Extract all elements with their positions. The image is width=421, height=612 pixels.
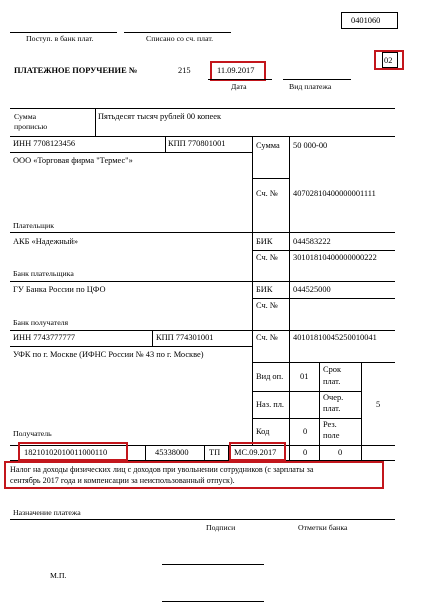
purpose-label: Назначение платежа — [13, 508, 81, 517]
payer-inn: ИНН 7708123456 — [13, 139, 76, 148]
attr-col-3 — [319, 362, 320, 445]
tax-col-4 — [289, 445, 290, 460]
amount-words-label-2: прописью — [14, 122, 48, 131]
amount-words-divider — [95, 108, 96, 136]
recipient-inn: ИНН 7743777777 — [13, 333, 76, 342]
stamp-label: М.П. — [50, 571, 67, 580]
document-date: 11.09.2017 — [217, 66, 255, 75]
amount-words-bottom — [10, 136, 395, 137]
recipient-bik-label: БИК — [256, 285, 273, 294]
recipient-bank-bottom — [10, 330, 395, 331]
payer-bank-label: Банк плательщика — [13, 269, 74, 278]
kbk-highlight — [18, 442, 128, 461]
purpose-highlight — [4, 461, 384, 489]
received-line — [10, 32, 117, 33]
purpose-code-label: Наз. пл. — [256, 400, 285, 409]
signatures-label: Подписи — [206, 523, 236, 532]
purpose-bottom — [10, 519, 395, 520]
payer-section-bottom — [10, 232, 395, 233]
tax-col-6 — [361, 445, 362, 460]
payer-inn-divider — [165, 136, 166, 152]
recipient-inn-bottom — [10, 346, 252, 347]
form-code: 0401060 — [351, 16, 381, 25]
recipient-label: Получатель — [13, 429, 52, 438]
amount-words-value: Пятьдесят тысяч рублей 00 копеек — [98, 112, 222, 121]
tax-kbk: 18210102010011000110 — [24, 448, 108, 457]
payer-kpp: КПП 770801001 — [168, 139, 226, 148]
tax-col-5 — [319, 445, 320, 460]
reserve-label-2: поле — [323, 431, 340, 440]
purpose-text-line-1: Налог на доходы физических лиц с доходов при увольнении сотрудников (с зарплаты за — [10, 465, 314, 474]
payment-type-label: Вид платежа — [289, 82, 332, 91]
debited-label: Списано со сч. плат. — [146, 34, 214, 43]
tax-doc-date: 0 — [338, 448, 343, 457]
recipient-bank-label: Банк получателя — [13, 318, 69, 327]
amount-value: 50 000-00 — [293, 141, 328, 150]
attr-row-1 — [252, 391, 361, 392]
recipient-corr-label: Сч. № — [256, 301, 278, 310]
payer-account-label: Сч. № — [256, 189, 278, 198]
op-type-label: Вид оп. — [256, 372, 284, 381]
term-label-1: Срок — [323, 365, 342, 374]
payer-bik: 044583222 — [293, 237, 331, 246]
bank-marks-label: Отметки банка — [298, 523, 348, 532]
payer-account: 40702810400000001111 — [293, 189, 376, 198]
recipient-bank-name: ГУ Банка России по ЦФО — [13, 285, 106, 294]
amount-row-bottom — [252, 178, 289, 179]
payer-name: ООО «Торговая фирма "Термес"» — [13, 156, 133, 165]
queue-value: 5 — [376, 400, 381, 409]
attr-row-2 — [252, 418, 361, 419]
date-line — [208, 79, 272, 80]
recipient-inn-divider — [152, 330, 153, 346]
date-label: Дата — [231, 82, 247, 91]
payer-bank-bottom — [10, 281, 395, 282]
queue-label-2: плат. — [323, 404, 341, 413]
document-number: 215 — [178, 66, 191, 75]
document-title: ПЛАТЕЖНОЕ ПОРУЧЕНИЕ № — [14, 66, 138, 75]
payer-bik-label: БИК — [256, 237, 273, 246]
recipient-account-bottom — [252, 362, 395, 363]
date-highlight — [210, 61, 266, 81]
status-code: 02 — [384, 56, 393, 65]
tax-oktmo: 45338000 — [155, 448, 189, 457]
recipient-kpp: КПП 774301001 — [156, 333, 214, 342]
tax-doc-number: 0 — [303, 448, 308, 457]
tax-period: МС.09.2017 — [234, 448, 277, 457]
attr-col-4 — [361, 362, 362, 445]
reserve-label-1: Рез. — [323, 420, 337, 429]
amount-label: Сумма — [256, 141, 280, 150]
amount-words-label-1: Сумма — [14, 112, 37, 121]
amount-words-top — [10, 108, 395, 109]
main-col-right — [289, 136, 290, 445]
op-type-value: 01 — [300, 372, 309, 381]
tax-col-2 — [204, 445, 205, 460]
payer-corr-account: 30101810400000000222 — [293, 253, 377, 262]
code-value: 0 — [303, 427, 308, 436]
recipient-account-label: Сч. № — [256, 333, 278, 342]
recipient-bik: 044525000 — [293, 285, 331, 294]
tax-basis: ТП — [209, 448, 221, 457]
code-label: Код — [256, 427, 270, 436]
payer-corr-label: Сч. № — [256, 253, 278, 262]
signature-line-2 — [162, 601, 264, 602]
purpose-text-line-2: сентябрь 2017 года и компенсации за неиспользованный отпуск). — [10, 476, 235, 485]
payer-bank-name: АКБ «Надежный» — [13, 237, 79, 246]
main-col-left — [252, 136, 253, 445]
payer-label: Плательщик — [13, 221, 55, 230]
signature-line-1 — [162, 564, 264, 565]
tax-col-1 — [145, 445, 146, 460]
debited-line — [124, 32, 231, 33]
recipient-account: 40101810045250010041 — [293, 333, 377, 342]
term-label-2: плат. — [323, 377, 341, 386]
received-label: Поступ. в банк плат. — [26, 34, 94, 43]
recipient-bik-bottom — [252, 298, 395, 299]
payment-type-line — [283, 79, 351, 80]
payer-inn-bottom — [10, 152, 252, 153]
status-highlight — [374, 50, 404, 70]
queue-label-1: Очер. — [323, 393, 344, 402]
period-highlight — [229, 442, 286, 461]
recipient-name: УФК по г. Москве (ИФНС России № 43 по г. Москве) — [13, 350, 204, 359]
payer-bik-bottom — [252, 250, 395, 251]
